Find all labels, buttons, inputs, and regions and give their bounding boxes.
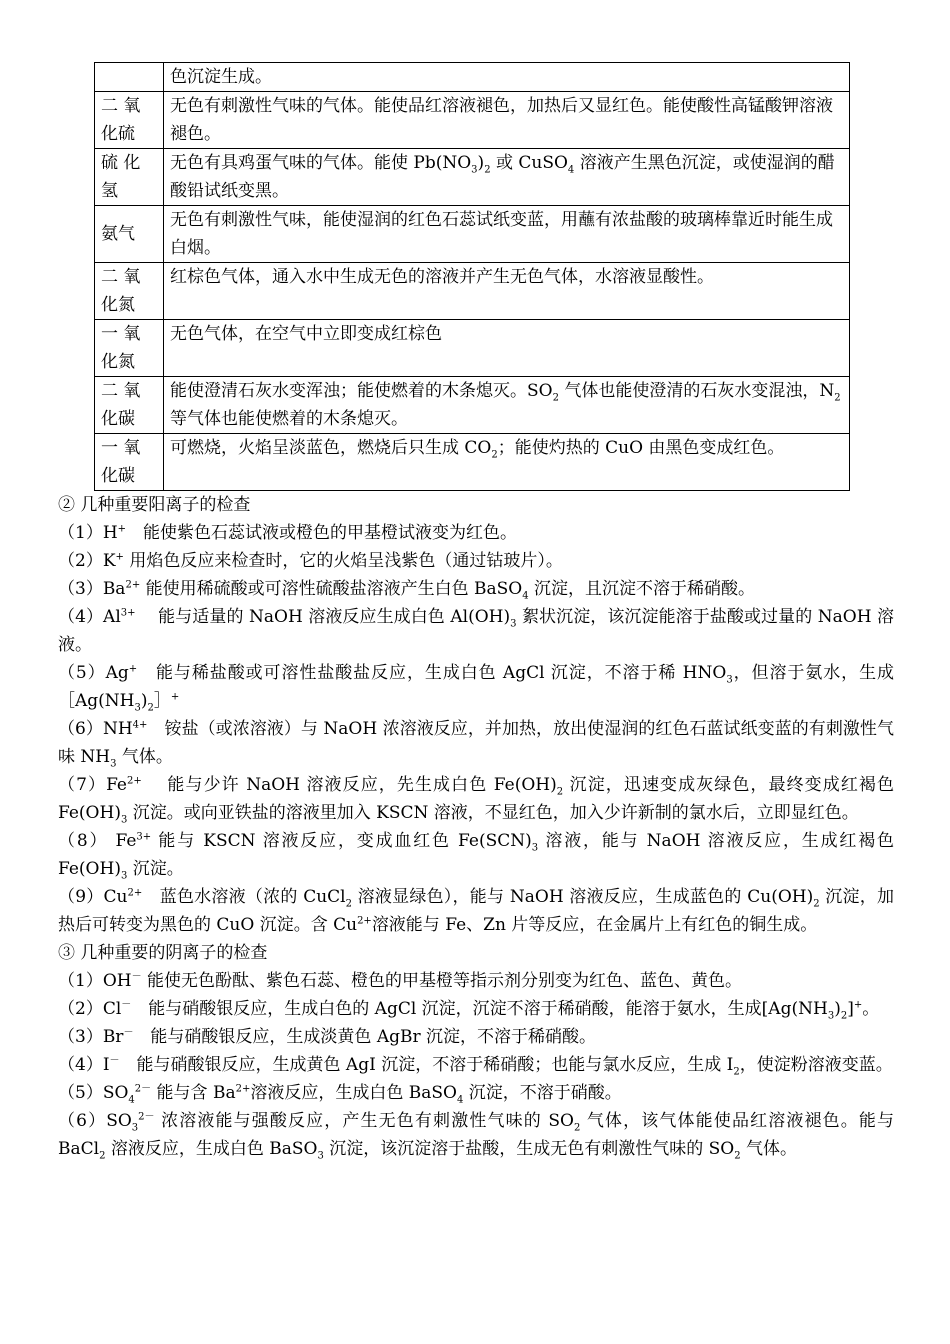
gas-description-cell: 无色气体，在空气中立即变成红棕色 bbox=[164, 320, 850, 377]
gas-description-cell: 无色有刺激性气味，能使湿润的红色石蕊试纸变蓝，用蘸有浓盐酸的玻璃棒靠近时能生成白烟。 bbox=[164, 206, 850, 263]
table-row bbox=[95, 206, 850, 263]
gas-description-cell: 能使澄清石灰水变浑浊；能使燃着的木条熄灭。$SO_2$ 气体也能使澄清的石灰水变混浊，$N_2$ 等气体也能使燃着的木条熄灭。 bbox=[164, 377, 850, 434]
gas-name-cell: 硫 化氢 bbox=[95, 149, 164, 206]
table-row bbox=[95, 263, 850, 320]
anion-list bbox=[58, 967, 894, 1163]
gas-name-cell: 二 氧化硫 bbox=[95, 92, 164, 149]
cation-test-item: （2）K+ 用焰色反应来检查时，它的火焰呈浅紫色（通过钴玻片）。 bbox=[58, 551, 563, 571]
table-row bbox=[95, 377, 850, 434]
table-row bbox=[95, 149, 850, 206]
anion-test-item: （2）Cl－ 能与硝酸银反应，生成白色的 AgCl 沉淀，沉淀不溶于稀硝酸，能溶于氨水，生成$[Ag(NH_3)_2]^+$。 bbox=[58, 999, 880, 1022]
cation-test-item: $(4)Al^{3+}$ 能与适量的 NaOH 溶液反应生成白色 $Al(OH)_3$ 絮状沉淀，该沉淀能溶于盐酸或过量的 NaOH 溶液。 bbox=[58, 607, 895, 655]
gas-name-cell: 一 氧化碳 bbox=[95, 434, 164, 491]
gas-description-cell: 红棕色气体，通入水中生成无色的溶液并产生无色气体，水溶液显酸性。 bbox=[164, 263, 850, 320]
cation-list bbox=[58, 519, 894, 939]
anions-section-title: ③ 几种重要的阴离子的检查 bbox=[58, 943, 268, 963]
cation-test-item: $(6)NH^{4+}$ 铵盐（或浓溶液）与 NaOH 浓溶液反应，并加热，放出使湿润的红色石蓝试纸变蓝的有刺激性气味 $NH_3$ 气体。 bbox=[58, 719, 894, 770]
gas-description-cell: 色沉淀生成。 bbox=[164, 63, 850, 92]
anion-test-item: （4）I－ 能与硝酸银反应，生成黄色 AgI 沉淀，不溶于稀硝酸；也能与氯水反应，生成 $I_2$，使淀粉溶液变蓝。 bbox=[58, 1055, 893, 1078]
gas-name-cell bbox=[95, 63, 164, 92]
cation-test-item: （1）H+ 能使紫色石蕊试液或橙色的甲基橙试液变为红色。 bbox=[58, 523, 518, 543]
anion-test-item: （3）Br－ 能与硝酸银反应，生成淡黄色 AgBr 沉淀，不溶于稀硝酸。 bbox=[58, 1027, 597, 1047]
gas-description-cell: 可燃烧，火焰呈淡蓝色，燃烧后只生成 $CO_2$；能使灼热的 CuO 由黑色变成红色。 bbox=[164, 434, 850, 491]
table-row bbox=[95, 63, 850, 92]
cations-section-title: ② 几种重要阳离子的检查 bbox=[58, 495, 251, 515]
anion-test-item: $(6)SO_3^{2-}$ 浓溶液能与强酸反应，产生无色有刺激性气味的 $SO_2$ 气体，该气体能使品红溶液褪色。能与 BaCl$_2$ 溶液反应，生成白色 BaSO$_3$ 沉淀，该沉淀溶于盐酸，生成无色有刺激性气味的 $SO_2$ 气体。 bbox=[58, 1111, 895, 1162]
gas-name-cell: 氨气 bbox=[95, 206, 164, 263]
cation-test-item: $(3)Ba^{2+}$ 能使用稀硫酸或可溶性硫酸盐溶液产生白色 BaSO$_4$ 沉淀，且沉淀不溶于稀硝酸。 bbox=[58, 579, 756, 602]
document-page bbox=[58, 62, 894, 1163]
cation-test-item: $(7)Fe^{2+}$ 能与少许 NaOH 溶液反应，先生成白色 $Fe(OH)_2$ 沉淀，迅速变成灰绿色，最终变成红褐色 $Fe(OH)_3$ 沉淀。或向亚铁盐的溶液里加入 KSCN 溶液，不显红色，加入少许新制的氯水后，立即显红色。 bbox=[58, 775, 895, 826]
gas-identification-table bbox=[94, 62, 850, 491]
table-row bbox=[95, 320, 850, 377]
cation-test-item: （8） $Fe^{3+}$ 能与 KSCN 溶液反应，变成血红色 $Fe(SCN)_3$ 溶液，能与 NaOH 溶液反应，生成红褐色 $Fe(OH)_3$ 沉淀。 bbox=[58, 831, 895, 882]
table-row bbox=[95, 434, 850, 491]
anion-test-item: （1）OH－ 能使无色酚酞、紫色石蕊、橙色的甲基橙等指示剂分别变为红色、蓝色、黄色。 bbox=[58, 971, 742, 991]
anion-test-item: $(5)SO_4^{2-}$ 能与含 $Ba^{2+}$溶液反应，生成白色 BaSO$_4$ 沉淀，不溶于硝酸。 bbox=[58, 1083, 622, 1106]
gas-name-cell: 二 氧化氮 bbox=[95, 263, 164, 320]
gas-name-cell: 一 氧化氮 bbox=[95, 320, 164, 377]
cation-test-item: $(9)Cu^{2+}$ 蓝色水溶液（浓的 CuCl$_2$ 溶液显绿色），能与 NaOH 溶液反应，生成蓝色的 $Cu(OH)_2$ 沉淀，加热后可转变为黑色的 CuO 沉淀。含 $Cu^{2+}$溶液能与 Fe、Zn 片等反应，在金属片上有红色的铜生成。 bbox=[58, 887, 894, 935]
table-row bbox=[95, 92, 850, 149]
gas-description-cell: 无色有具鸡蛋气味的气体。能使 $Pb(NO_3)_2$ 或 CuSO$_4$ 溶液产生黑色沉淀，或使湿润的醋酸铅试纸变黑。 bbox=[164, 149, 850, 206]
gas-name-cell: 二 氧化碳 bbox=[95, 377, 164, 434]
gas-description-cell: 无色有刺激性气味的气体。能使品红溶液褪色，加热后又显红色。能使酸性高锰酸钾溶液褪色。 bbox=[164, 92, 850, 149]
cation-test-item: （5）Ag+ 能与稀盐酸或可溶性盐酸盐反应，生成白色 AgCl 沉淀，不溶于稀 $HNO_3$，但溶于氨水，生成$[Ag(NH_3)_2]^+$ bbox=[58, 663, 895, 714]
